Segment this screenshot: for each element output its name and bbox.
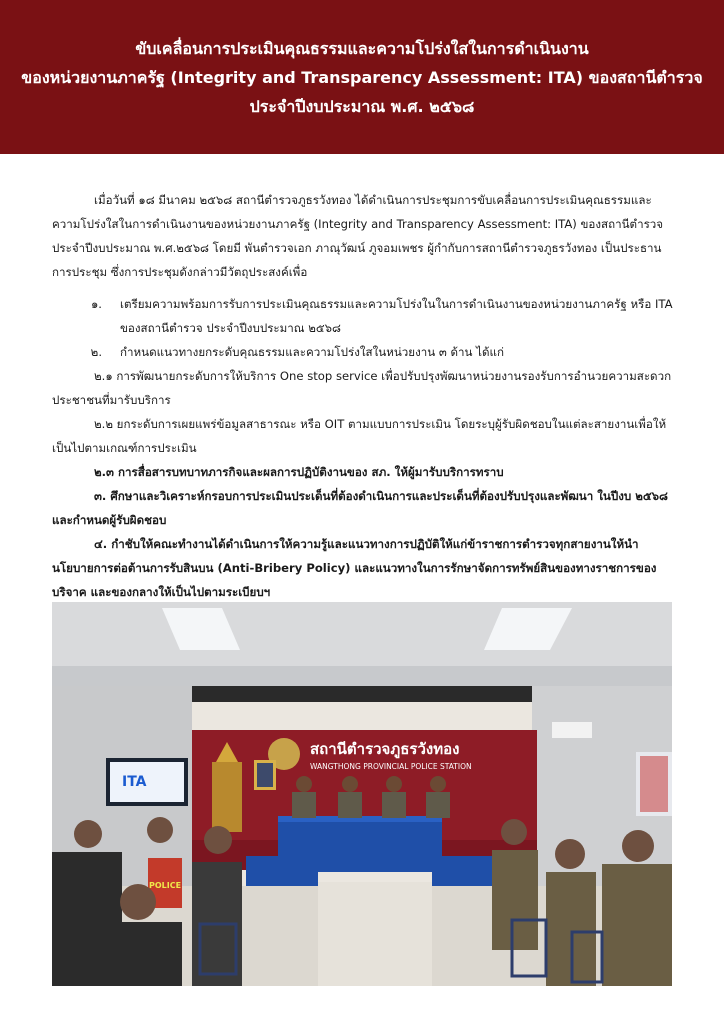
station-sign-en: WANGTHONG PROVINCIAL POLICE STATION: [310, 762, 472, 771]
article-body: [52, 188, 674, 604]
vest-label: POLICE: [149, 881, 182, 890]
list-item-text: เตรียมความพร้อมการรับการประเมินคุณธรรมและความโปร่งในในการดำเนินงานของหน่วยงานภาครัฐ หรือ ITA ของสถานีตำรวจ ประจำปีงบประมาณ ๒๕๖๘: [120, 297, 673, 335]
title-banner: [0, 0, 724, 154]
sub-item: ๒.๑ การพัฒนายกระดับการให้บริการ One stop service เพื่อปรับปรุงพัฒนาหน่วยงานรองรับการอำนวยความสะดวกประชาชนที่มารับบริการ: [52, 369, 672, 407]
meeting-photo: [52, 602, 672, 986]
title-line-1: ขับเคลื่อนการประเมินคุณธรรมและความโปร่งใสในการดำเนินงาน: [135, 38, 589, 58]
ita-screen-logo: ITA: [122, 774, 147, 790]
intro-paragraph: เมื่อวันที่ ๑๘ มีนาคม ๒๕๖๘ สถานีตำรวจภูธรวังทอง ได้ดำเนินการประชุมการขับเคลื่อนการประเมินคุณธรรมและความโปร่งใสในการดำเนินงานของหน่วยงานภาครัฐ (Integrity and Transparency Assessment: ITA) ของสถานีตำรวจประจำปีงบประมาณ พ.ศ.๒๕๖๘ โดยมี พันตำรวจเอก ภาณุวัฒน์ ภูจอมเพชร ผู้กำกับการสถานีตำรวจภูธรวังทอง เป็นประธานการประชุม ซึ่งการประชุมดังกล่าวมีวัตถุประสงค์เพื่อ: [52, 193, 664, 279]
list-item-number: ๑.: [90, 297, 102, 311]
bold-item: ๔. กำชับให้คณะทำงานได้ดำเนินการให้ความรู้และแนวทางการปฏิบัติให้แก่ข้าราชการตำรวจทุกสายงานให้นำนโยบายการต่อต้านการรับสินบน (Anti-Bribery Policy) และแนวทางในการรักษาจัดการทรัพย์สินของทางราชการของบริจาค และของกลางให้เป็นไปตามระเบียบฯ: [52, 537, 657, 599]
list-item-text: กำหนดแนวทางยกระดับคุณธรรมและความโปร่งใสในหน่วยงาน ๓ ด้าน ได้แก่: [120, 345, 504, 359]
list-item: [52, 340, 674, 364]
bold-item: ๒.๓ การสื่อสารบทบาทภารกิจและผลการปฏิบัติงานของ สภ. ให้ผู้มารับบริการทราบ: [94, 465, 504, 479]
list-item: [52, 292, 674, 340]
bold-item: ๓. ศึกษาและวิเคราะห์กรอบการประเมินประเด็นที่ต้องดำเนินการและประเด็นที่ต้องปรับปรุงและพัฒนา ในปีงบ ๒๕๖๘ และกำหนดผู้รับผิดชอบ: [52, 489, 668, 527]
sub-item: ๒.๒ ยกระดับการเผยแพร่ข้อมูลสาธารณะ หรือ OIT ตามแบบการประเมิน โดยระบุผู้รับผิดชอบในแต่ละสายงานเพื่อให้เป็นไปตามเกณฑ์การประเมิน: [52, 417, 667, 455]
list-item-number: ๒.: [90, 345, 102, 359]
title-line-3: ประจำปีงบประมาณ พ.ศ. ๒๕๖๘: [249, 96, 475, 116]
title-line-2: ของหน่วยงานภาครัฐ (Integrity and Transparency Assessment: ITA) ของสถานีตำรวจ: [21, 67, 703, 87]
station-sign-th: สถานีตำรวจภูธรวังทอง: [310, 740, 460, 758]
